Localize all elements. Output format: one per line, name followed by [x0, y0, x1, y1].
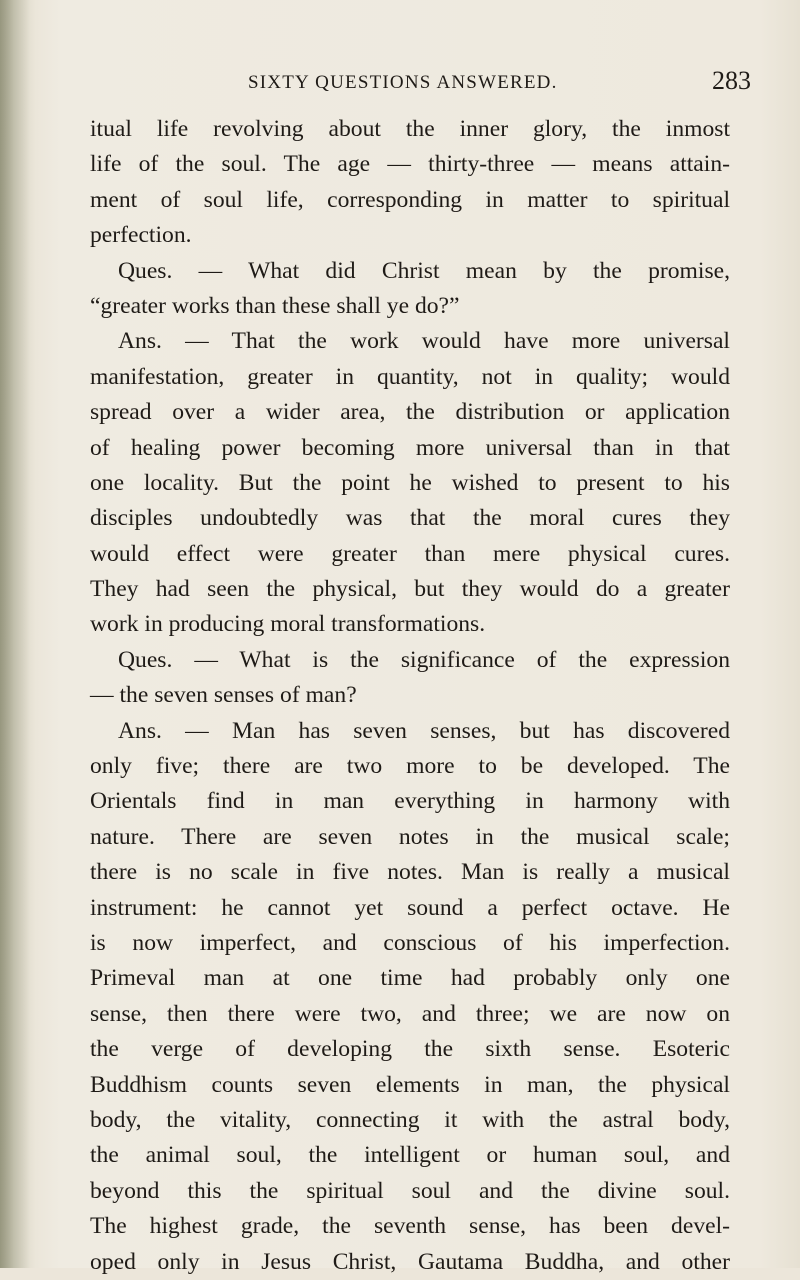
text-line: there is no scale in five notes. Man is really a musical [90, 859, 730, 886]
text-line: manifestation, greater in quantity, not in quality; would [90, 363, 730, 390]
text-line: Orientals find in man everything in harmony with [90, 788, 730, 815]
text-line: is now imperfect, and conscious of his imperfection. [90, 929, 730, 956]
text-line: oped only in Jesus Christ, Gautama Buddha, and other [90, 1248, 730, 1275]
text-line: disciples undoubtedly was that the moral cures they [90, 505, 730, 532]
text-line: sense, then there were two, and three; we are now on [90, 1000, 730, 1027]
running-head: SIXTY QUESTIONS ANSWERED. [248, 72, 558, 93]
text-line: nature. There are seven notes in the musical scale; [90, 823, 730, 850]
answer-line: Ans. — That the work would have more universal [118, 328, 730, 355]
page-number: 283 [712, 66, 751, 95]
text-line: spread over a wider area, the distribution or application [90, 399, 730, 426]
text-line: the verge of developing the sixth sense. Esoteric [90, 1036, 730, 1063]
text-line: the animal soul, the intelligent or human soul, and [90, 1142, 730, 1169]
text-line: beyond this the spiritual soul and the divine soul. [90, 1177, 730, 1204]
text-line: only five; there are two more to be developed. The [90, 753, 730, 780]
text-line: They had seen the physical, but they would do a greater [90, 576, 730, 603]
text-line: body, the vitality, connecting it with the astral body, [90, 1106, 730, 1133]
text-line: — the seven senses of man? [90, 682, 357, 709]
body-text [90, 112, 730, 1280]
text-line: itual life revolving about the inner glory, the inmost [90, 116, 730, 142]
spine-shadow [0, 0, 30, 1268]
text-line: life of the soul. The age — thirty-three — means attain- [90, 151, 730, 178]
text-line: instrument: he cannot yet sound a perfect octave. He [90, 894, 730, 921]
question-line: Ques. — What is the significance of the expression [118, 646, 730, 673]
answer-line: Ans. — Man has seven senses, but has discovered [118, 717, 730, 744]
text-line: perfection. [90, 222, 192, 249]
text-line: Buddhism counts seven elements in man, the physical [90, 1071, 730, 1098]
text-line: would effect were greater than mere physical cures. [90, 540, 730, 567]
text-line: ment of soul life, corresponding in matter to spiritual [90, 186, 730, 213]
text-line: “greater works than these shall ye do?” [90, 292, 460, 319]
text-line: of healing power becoming more universal than in that [90, 434, 730, 461]
text-line: one locality. But the point he wished to present to his [90, 469, 730, 496]
question-line: Ques. — What did Christ mean by the promise, [118, 257, 730, 284]
text-line: work in producing moral transformations. [90, 611, 486, 638]
text-line: Primeval man at one time had probably only one [90, 965, 730, 992]
text-line: The highest grade, the seventh sense, has been devel- [90, 1213, 730, 1240]
